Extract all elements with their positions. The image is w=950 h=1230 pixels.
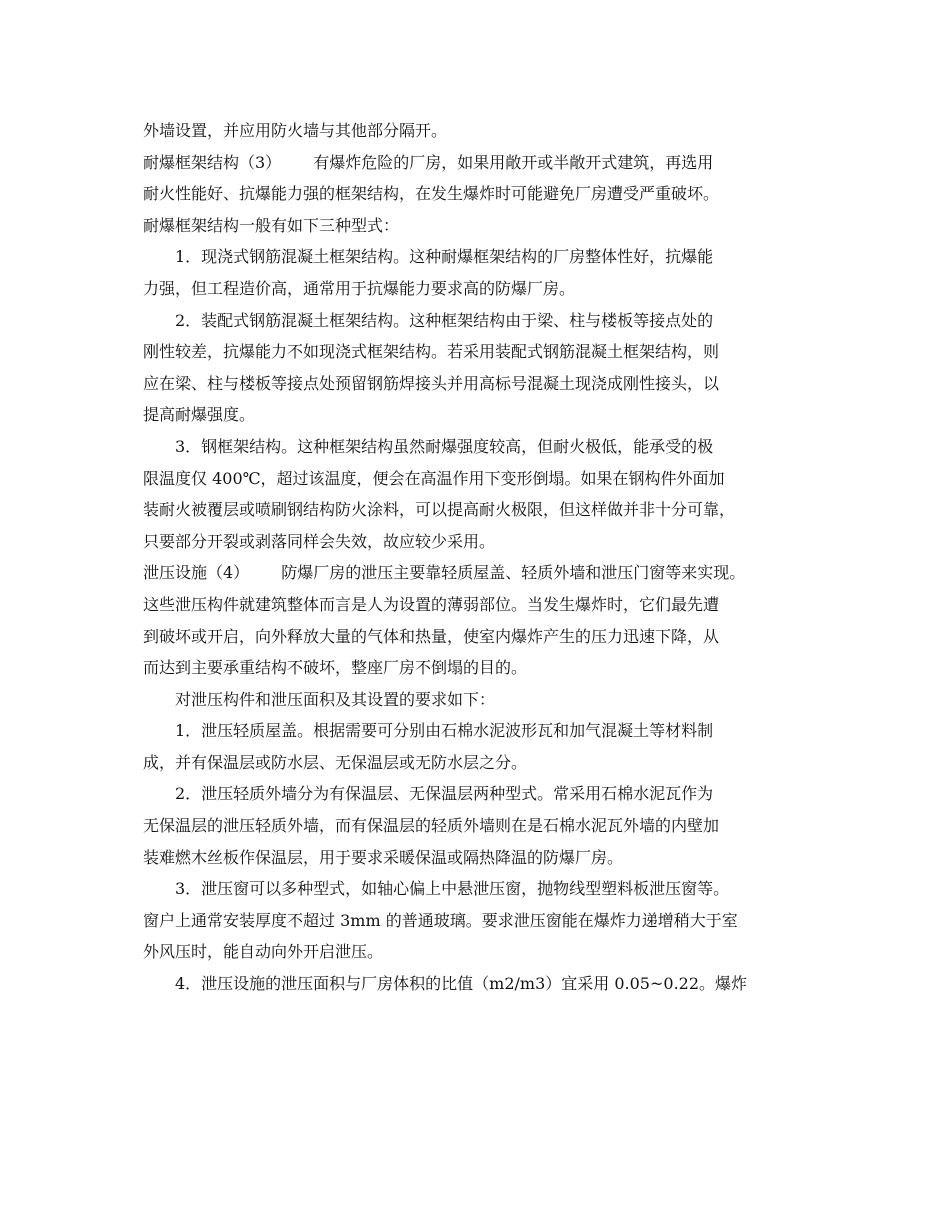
paragraph-first-line: 1．现浇式钢筋混凝土框架结构。这种耐爆框架结构的厂房整体性好，抗爆能 (175, 247, 714, 267)
body-text (143, 115, 813, 1000)
text-line: 这些泄压构件就建筑整体而言是人为设置的薄弱部位。当发生爆炸时，它们最先遭 (143, 594, 720, 614)
text-line: 提高耐爆强度。 (143, 405, 256, 425)
text-line: 刚性较差，抗爆能力不如现浇式框架结构。若采用装配式钢筋混凝土框架结构，则 (143, 342, 720, 362)
paragraph-first-line: 2．装配式钢筋混凝土框架结构。这种框架结构由于梁、柱与楼板等接点处的 (175, 310, 714, 330)
section-heading-line (143, 557, 813, 589)
section-heading-line (143, 147, 813, 179)
paragraph-first-line: 对泄压构件和泄压面积及其设置的要求如下： (175, 689, 496, 709)
text-line: 限温度仅 400℃，超过该温度，便会在高温作用下变形倒塌。如果在钢构件外面加 (143, 468, 725, 488)
paragraph-first-line: 1．泄压轻质屋盖。根据需要可分别由石棉水泥波形瓦和加气混凝土等材料制 (175, 721, 714, 741)
section-lead-text: 有爆炸危险的厂房，如果用敞开或半敞开式建筑，再选用 (313, 152, 714, 172)
text-line: 窗户上通常安装厚度不超过 3mm 的普通玻璃。要求泄压窗能在爆炸力递增稍大于室 (143, 910, 738, 930)
paragraph-first-line: 4．泄压设施的泄压面积与厂房体积的比值（m2/m3）宜采用 0.05~0.22。爆炸 (175, 974, 748, 994)
section-heading: 泄压设施（4） (143, 563, 250, 583)
text-line: 成，并有保温层或防水层、无保温层或无防水层之分。 (143, 752, 528, 772)
text-line: 到破坏或开启，向外释放大量的气体和热量，使室内爆炸产生的压力迅速下降，从 (143, 626, 720, 646)
text-line: 而达到主要承重结构不破坏，整座厂房不倒塌的目的。 (143, 658, 528, 678)
paragraph-first-line: 2．泄压轻质外墙分为有保温层、无保温层两种型式。常采用石棉水泥瓦作为 (175, 784, 714, 804)
paragraph-first-line: 3．钢框架结构。这种框架结构虽然耐爆强度较高，但耐火极低，能承受的极 (175, 436, 714, 456)
text-line: 耐爆框架结构一般有如下三种型式： (143, 215, 400, 235)
section-lead-text: 防爆厂房的泄压主要靠轻质屋盖、轻质外墙和泄压门窗等来实现。 (281, 563, 746, 583)
text-line: 耐火性能好、抗爆能力强的框架结构，在发生爆炸时可能避免厂房遭受严重破坏。 (143, 184, 720, 204)
text-line: 外墙设置，并应用防火墙与其他部分隔开。 (143, 121, 448, 140)
text-line: 无保温层的泄压轻质外墙，而有保温层的轻质外墙则在是石棉水泥瓦外墙的内壁加 (143, 816, 720, 836)
section-heading: 耐爆框架结构（3） (143, 152, 282, 172)
text-line: 应在梁、柱与楼板等接点处预留钢筋焊接头并用高标号混凝土现浇成刚性接头，以 (143, 373, 720, 393)
text-line: 外风压时，能自动向外开启泄压。 (143, 942, 384, 962)
text-line: 只要部分开裂或剥落同样会失效，故应较少采用。 (143, 531, 496, 551)
text-line: 装难燃木丝板作保温层，用于要求采暖保温或隔热降温的防爆厂房。 (143, 847, 624, 867)
text-line: 力强，但工程造价高，通常用于抗爆能力要求高的防爆厂房。 (143, 278, 576, 298)
paragraph-first-line: 3．泄压窗可以多种型式，如轴心偏上中悬泄压窗，抛物线型塑料板泄压窗等。 (175, 879, 730, 899)
text-line: 装耐火被覆层或喷刷钢结构防火涂料，可以提高耐火极限，但这样做并非十分可靠， (143, 500, 736, 520)
